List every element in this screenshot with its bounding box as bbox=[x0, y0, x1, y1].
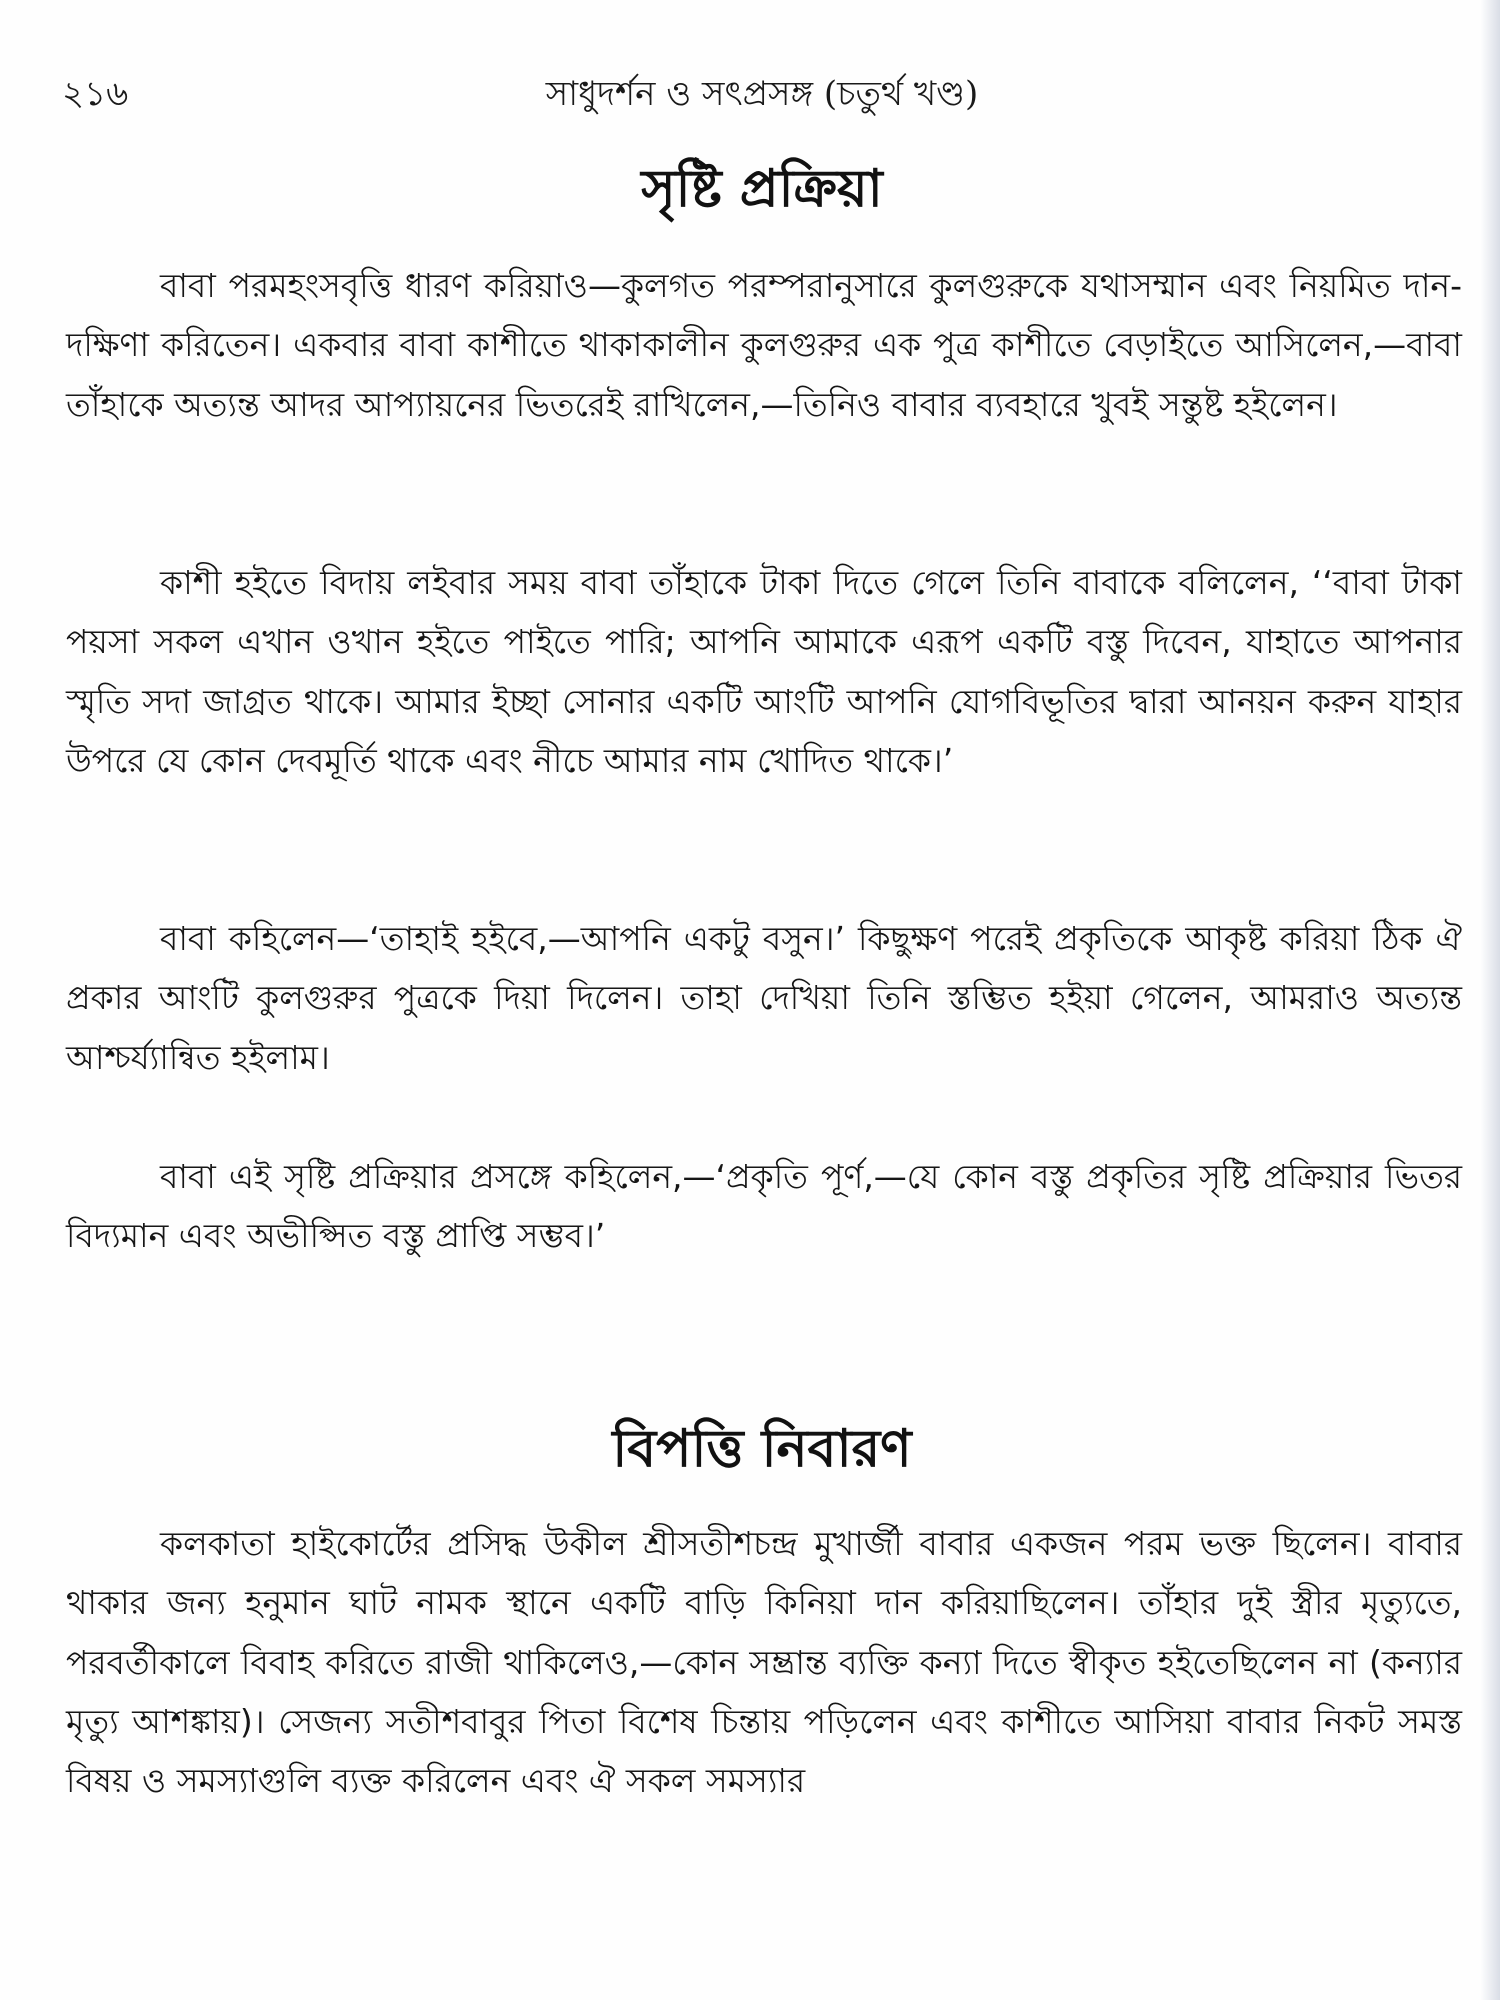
paragraph: বাবা এই সৃষ্টি প্রক্রিয়ার প্রসঙ্গে কহিলেন,—‘প্রকৃতি পূর্ণ,—যে কোন বস্তু প্রকৃতির সৃষ্টি প্রক্রিয়ার ভিতর বিদ্যমান এবং অভীপ্সিত বস্তু প্রাপ্তি সম্ভব।’ bbox=[66, 1157, 1462, 1256]
page-number: ২১৬ bbox=[62, 74, 129, 114]
running-header bbox=[62, 62, 1462, 122]
paragraph: কলকাতা হাইকোর্টের প্রসিদ্ধ উকীল শ্রীসতীশচন্দ্র মুখার্জী বাবার একজন পরম ভক্ত ছিলেন। বাবার থাকার জন্য হনুমান ঘাট নামক স্থানে একটি বাড়ি কিনিয়া দান করিয়াছিলেন। তাঁহার দুই স্ত্রীর মৃত্যুতে, পরবর্তীকালে বিবাহ করিতে রাজী থাকিলেও,—কোন সম্ভ্রান্ত ব্যক্তি কন্যা দিতে স্বীকৃত হইতেছিলেন না (কন্যার মৃত্যু আশঙ্কায়)। সেজন্য সতীশবাবুর পিতা বিশেষ চিন্তায় পড়িলেন এবং কাশীতে আসিয়া বাবার নিকট সমস্ত বিষয় ও সমস্যাগুলি ব্যক্ত করিলেন এবং ঐ সকল সমস্যার bbox=[66, 1524, 1462, 1801]
section-heading-srishti-prakriya: সৃষ্টি প্রক্রিয়া bbox=[641, 159, 883, 219]
book-title: সাধুদর্শন ও সৎপ্রসঙ্গ (চতুর্থ খণ্ড) bbox=[545, 74, 979, 114]
paragraph: কাশী হইতে বিদায় লইবার সময় বাবা তাঁহাকে টাকা দিতে গেলে তিনি বাবাকে বলিলেন, ‘‘বাবা টাকা পয়সা সকল এখান ওখান হইতে পাইতে পারি; আপনি আমাকে এরূপ একটি বস্তু দিবেন, যাহাতে আপনার স্মৃতি সদা জাগ্রত থাকে। আমার ইচ্ছা সোনার একটি আংটি আপনি যোগবিভূতির দ্বারা আনয়ন করুন যাহার উপরে যে কোন দেবমূর্তি থাকে এবং নীচে আমার নাম খোদিত থাকে।’ bbox=[66, 563, 1462, 780]
section-heading-bipatti-nibaran: বিপত্তি নিবারণ bbox=[612, 1419, 912, 1479]
paragraph: বাবা কহিলেন—‘তাহাই হইবে,—আপনি একটু বসুন।’ কিছুক্ষণ পরেই প্রকৃতিকে আকৃষ্ট করিয়া ঠিক ঐ প্রকার আংটি কুলগুরুর পুত্রকে দিয়া দিলেন। তাহা দেখিয়া তিনি স্তম্ভিত হইয়া গেলেন, আমরাও অত্যন্ত আশ্চর্য্যান্বিত হইলাম। bbox=[66, 919, 1462, 1077]
paragraph: বাবা পরমহংসবৃত্তি ধারণ করিয়াও—কুলগত পরম্পরানুসারে কুলগুরুকে যথাসম্মান এবং নিয়মিত দান-দক্ষিণা করিতেন। একবার বাবা কাশীতে থাকাকালীন কুলগুরুর এক পুত্র কাশীতে বেড়াইতে আসিলেন,—বাবা তাঁহাকে অত্যন্ত আদর আপ্যায়নের ভিতরেই রাখিলেন,—তিনিও বাবার ব্যবহারে খুবই সন্তুষ্ট হইলেন। bbox=[66, 266, 1462, 424]
page-edge-shadow bbox=[1480, 0, 1500, 2000]
